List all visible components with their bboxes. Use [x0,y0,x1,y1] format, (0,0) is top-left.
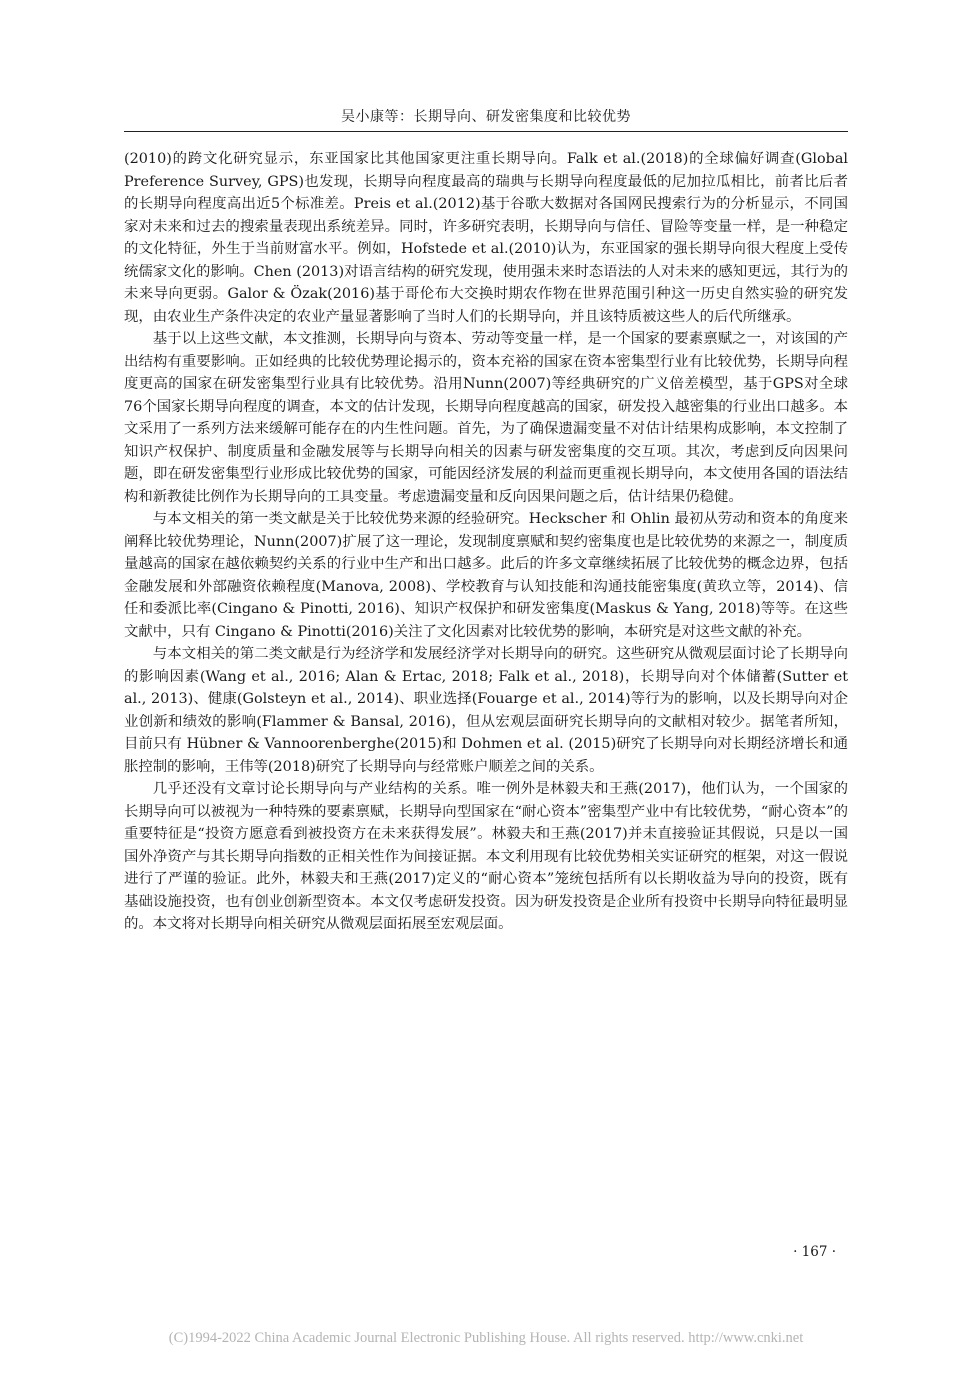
paragraph-5: 几乎还没有文章讨论长期导向与产业结构的关系。唯一例外是林毅夫和王燕(2017)，他们认为，一个国家的长期导向可以被视为一种特殊的要素禀赋，长期导向型国家在“耐心资本”密集型产业中有比较优势，“耐心资本”的重要特征是“投资方愿意看到被投资方在未来获得发展”。林毅夫和王燕(2017)并未直接验证其假说，只是以一国国外净资产与其长期导向指数的正相关性作为间接证据。本文利用现有比较优势相关实证研究的框架，对这一假说进行了严谨的验证。此外，林毅夫和王燕(2017)定义的“耐心资本”笼统包括所有以长期收益为导向的投资，既有基础设施投资，也有创业创新型资本。本文仅考虑研发投资。因为研发投资是企业所有投资中长期导向特征最明显的。本文将对长期导向相关研究从微观层面拓展至宏观层面。 [124,781,848,932]
paragraph-3: 与本文相关的第一类文献是关于比较优势来源的经验研究。Heckscher 和 Ohlin 最初从劳动和资本的角度来阐释比较优势理论，Nunn(2007)扩展了这一理论，发现制度禀赋和契约密集度也是比较优势的来源之一，制度质量越高的国家在越依赖契约关系的行业中生产和出口越多。此后的许多文章继续拓展了比较优势的概念边界，包括金融发展和外部融资依赖程度(Manova, 2008)、学校教育与认知技能和沟通技能密集度(黄玖立等，2014)、信任和委派比率(Cingano & Pinotti, 2016)、知识产权保护和研发密集度(Maskus & Yang, 2018)等等。在这些文献中，只有 Cingano & Pinotti(2016)关注了文化因素对比较优势的影响，本研究是对这些文献的补充。 [124,511,848,640]
header-divider [124,131,848,132]
paragraph-4: 与本文相关的第二类文献是行为经济学和发展经济学对长期导向的研究。这些研究从微观层面讨论了长期导向的影响因素(Wang et al., 2016; Alan & Ertac, 2018; Falk et al., 2018)，长期导向对个体储蓄(Sutter et al., 2013)、健康(Golsteyn et al., 2014)、职业选择(Fouarge et al., 2014)等行为的影响，以及长期导向对企业创新和绩效的影响(Flammer & Bansal, 2016)，但从宏观层面研究长期导向的文献相对较少。据笔者所知，目前只有 Hübner & Vannoorenberghe(2015)和 Dohmen et al. (2015)研究了长期导向对长期经济增长和通胀控制的影响，王伟等(2018)研究了长期导向与经常账户顺差之间的关系。 [124,646,848,775]
paragraph-1: (2010)的跨文化研究显示，东亚国家比其他国家更注重长期导向。Falk et al.(2018)的全球偏好调查(Global Preference Survey, GPS)也发现，长期导向程度最高的瑞典与长期导向程度最低的尼加拉瓜相比，前者比后者的长期导向程度高出近5个标准差。Preis et al.(2012)基于谷歌大数据对各国网民搜索行为的分析显示，不同国家对未来和过去的搜索量表现出系统差异。同时，许多研究表明，长期导向与信任、冒险等变量一样，是一种稳定的文化特征，外生于当前财富水平。例如，Hofstede et al.(2010)认为，东亚国家的强长期导向很大程度上受传统儒家文化的影响。Chen (2013)对语言结构的研究发现，使用强未来时态语法的人对未来的感知更远，其行为的未来导向更弱。Galor & Özak(2016)基于哥伦布大交换时期农作物在世界范围引种这一历史自然实验的研究发现，由农业生产条件决定的农业产量显著影响了当时人们的长期导向，并且该特质被这些人的后代所继承。 [124,151,848,325]
copyright-watermark: (C)1994-2022 China Academic Journal Electronic Publishing House. All rights reserved. http://www.cnki.net [168,1330,804,1346]
running-title: 吴小康等：长期导向、研发密集度和比较优势 [341,109,631,125]
article-body [124,148,848,936]
paragraph-2: 基于以上这些文献，本文推测，长期导向与资本、劳动等变量一样，是一个国家的要素禀赋之一，对该国的产出结构有重要影响。正如经典的比较优势理论揭示的，资本充裕的国家在资本密集型行业有比较优势，长期导向程度更高的国家在研发密集型行业具有比较优势。沿用Nunn(2007)等经典研究的广义倍差模型，基于GPS对全球76个国家长期导向程度的调查，本文的估计发现，长期导向程度越高的国家，研发投入越密集的行业出口越多。本文采用了一系列方法来缓解可能存在的内生性问题。首先，为了确保遗漏变量不对估计结果构成影响，本文控制了知识产权保护、制度质量和金融发展等与长期导向相关的因素与研发密集度的交互项。其次，考虑到反向因果问题，即在研发密集型行业形成比较优势的国家，可能因经济发展的利益而更重视长期导向，本文使用各国的语法结构和新教徒比例作为长期导向的工具变量。考虑遗漏变量和反向因果问题之后，估计结果仍稳健。 [124,331,848,505]
page-number: · 167 · [793,1244,836,1260]
